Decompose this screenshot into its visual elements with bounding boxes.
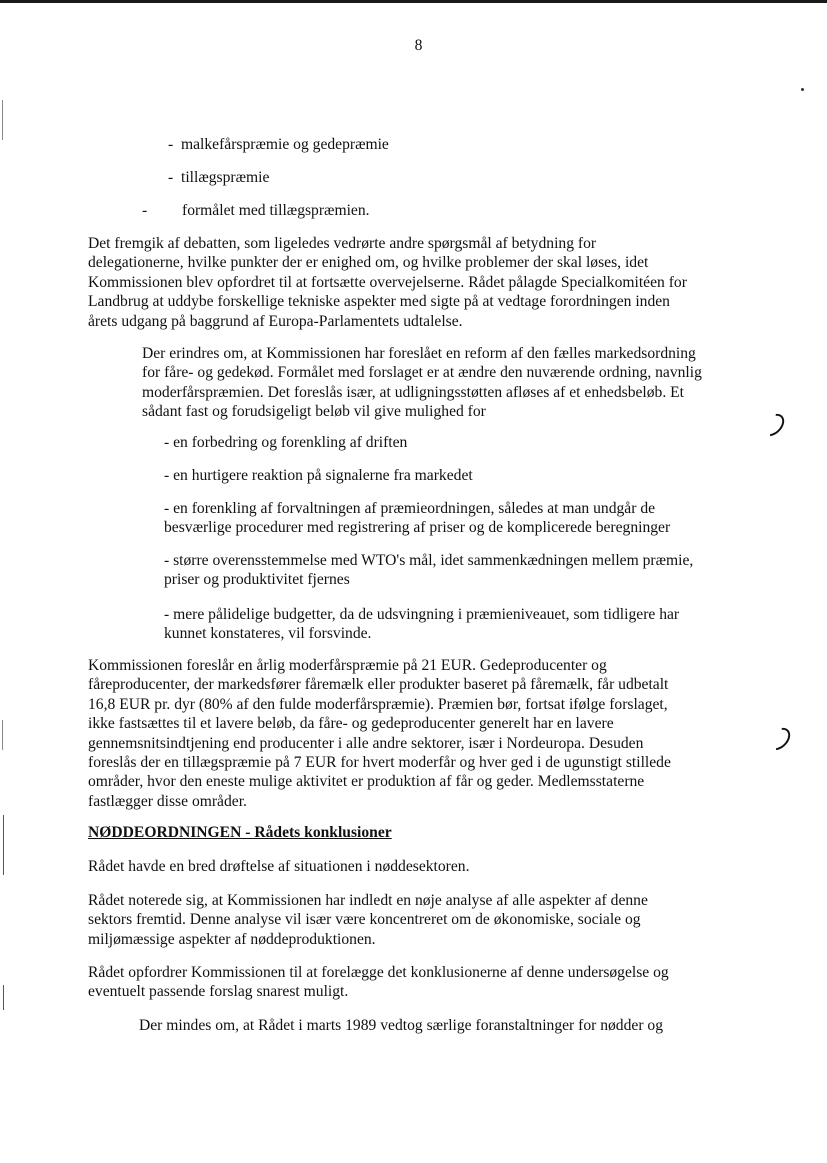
list-item [164, 605, 679, 644]
list-dash: - [168, 169, 174, 186]
paragraph-proposal [88, 656, 671, 811]
text-line: kunnet konstateres, vil forsvinde. [164, 625, 372, 643]
text-line: besværlige procedurer med registrering af priser og de komplicerede beregninger [164, 519, 671, 537]
text-line: sådant fast og forudsigeligt beløb vil give mulighed for [142, 403, 486, 421]
text-line: eventuelt passende forslag snarest muligt. [88, 983, 349, 1001]
text-line: - større overensstemmelse med WTO's mål, idet sammenkædningen mellem præmie, [164, 552, 694, 569]
text-line: områder, hvor den eneste mulige aktivitet er produktion af får og geder. Medlemsstaterne [88, 773, 645, 791]
scan-edge-mark [3, 815, 4, 875]
list-item [168, 135, 389, 154]
paragraph-reminder [139, 1016, 663, 1035]
text-line: Der mindes om, at Rådet i marts 1989 vedtog særlige foranstaltninger for nødder og [139, 1017, 664, 1034]
text-line: sektors fremtid. Denne analyse vil især være koncentreret om de økonomiske, sociale og [88, 911, 641, 929]
scan-top-border [0, 0, 827, 3]
text-line: moderfårspræmien. Det foreslås især, at udligningsstøtten afløses af et enhedsbeløb. Et [142, 383, 684, 401]
text-line: Rådet noterede sig, at Kommissionen har indledt en nøje analyse af alle aspekter af denne [88, 892, 648, 909]
paragraph-analysis [88, 891, 648, 949]
text-line: Landbrug at uddybe forskellige tekniske aspekter med sigte på at vedtage forordningen inden [88, 293, 670, 311]
list-item [164, 466, 473, 485]
paragraph-discussion [88, 857, 469, 876]
scan-edge-mark [2, 100, 3, 140]
list-item-text: formålet med tillægspræmien. [182, 202, 370, 219]
section-heading: NØDDEORDNINGEN - Rådets konklusioner [88, 824, 392, 841]
text-line: miljømæssige aspekter af nøddeproduktionen. [88, 930, 376, 948]
list-item [164, 551, 693, 590]
list-item [164, 433, 407, 452]
text-line: gennemsnitsindtjening end producenter i alle andre sektorer, især i Nordeuropa. Desuden [88, 734, 644, 752]
scan-edge-mark [2, 720, 3, 750]
text-line: Kommissionen foreslår en årlig moderfårspræmie på 21 EUR. Gedeproducenter og [88, 657, 607, 674]
list-dash: - [168, 136, 174, 153]
list-item [168, 168, 269, 187]
list-item-text: malkefårspræmie og gedepræmie [181, 136, 389, 153]
text-line: 16,8 EUR pr. dyr (80% af den fulde moderfårspræmie). Præmien bør, fortsat ifølge forslaget, [88, 695, 668, 713]
text-line: - en forbedring og forenkling af driften [164, 434, 408, 451]
scan-speck [801, 88, 804, 91]
text-line: Rådet opfordrer Kommissionen til at forelægge det konklusionerne af denne undersøgelse og [88, 964, 669, 981]
text-line: Det fremgik af debatten, som ligeledes vedrørte andre spørgsmål af betydning for [88, 235, 597, 252]
text-line: delegationerne, hvilke punkter der er enighed om, og hvilke problemer der skal løses, idet [88, 254, 649, 272]
list-item-text: tillægspræmie [181, 169, 270, 186]
list-dash: - [142, 202, 148, 219]
text-line: - mere pålidelige budgetter, da de udsvingning i præmieniveauet, som tidligere har [164, 606, 680, 623]
list-item [164, 499, 670, 538]
text-line: fastlægger disse områder. [88, 792, 247, 810]
text-line: Der erindres om, at Kommissionen har foreslået en reform af den fælles markedsordning [142, 345, 696, 362]
text-line: - en hurtigere reaktion på signalerne fra markedet [164, 467, 473, 484]
paragraph-request [88, 963, 669, 1002]
text-line: for fåre- og gedekød. Formålet med forslaget er at ændre den nuværende ordning, navnlig [142, 364, 702, 382]
text-line: Kommissionen blev opfordret til at fortsætte overvejelserne. Rådet pålagde Specialkomitéen for [88, 273, 687, 291]
text-line: priser og produktivitet fjernes [164, 571, 350, 589]
paragraph-reform [142, 344, 702, 422]
text-line: foreslås der en tillægspræmie på 7 EUR for hvert moderfår og hver ged i de ugunstigt stillede [88, 754, 671, 772]
text-line: Rådet havde en bred drøftelse af situationen i nøddesektoren. [88, 858, 470, 875]
text-line: årets udgang på baggrund af Europa-Parlamentets udtalelse. [88, 312, 463, 330]
page-number: 8 [414, 37, 423, 54]
paragraph-debate [88, 234, 687, 331]
text-line: ikke fastsættes til et lavere beløb, da fåre- og gedeproducenter generelt har en lavere [88, 715, 614, 733]
text-line: fåreproducenter, der markedsfører fåremælk eller produkter baseret på fåremælk, får udbetalt [88, 676, 669, 694]
binder-hole-mark [757, 409, 788, 440]
binder-hole-mark [763, 723, 794, 754]
list-item [142, 201, 370, 220]
text-line: - en forenkling af forvaltningen af præmieordningen, således at man undgår de [164, 500, 656, 517]
scan-edge-mark [3, 985, 4, 1010]
